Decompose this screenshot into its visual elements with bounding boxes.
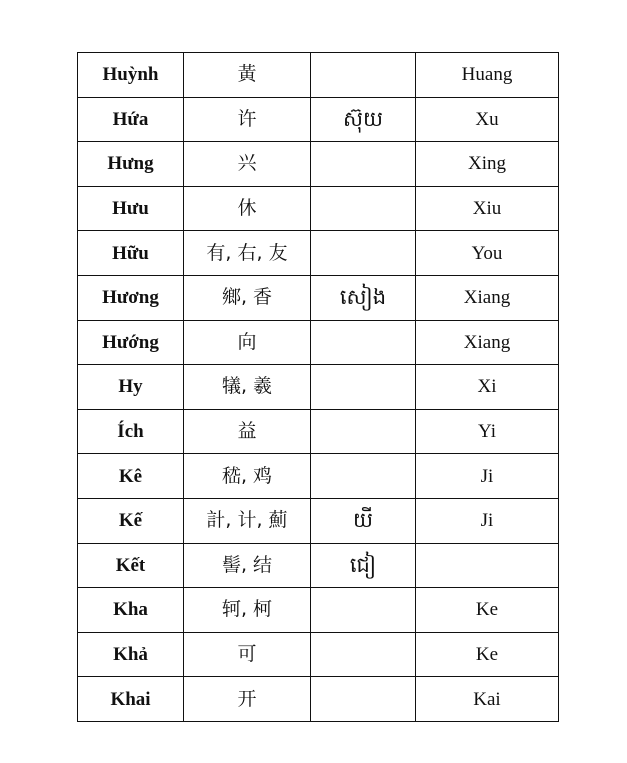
khmer-cell	[311, 632, 416, 677]
chinese-character-cell: 休	[184, 186, 311, 231]
pinyin-cell: Ke	[416, 588, 559, 633]
table-row	[78, 543, 559, 588]
chinese-character-cell: 轲, 柯	[184, 588, 311, 633]
surname-table-body	[78, 53, 559, 722]
pinyin-cell: Huang	[416, 53, 559, 98]
table-row	[78, 142, 559, 187]
vietnamese-name-cell: Kê	[78, 454, 184, 499]
vietnamese-name-cell: Hứa	[78, 97, 184, 142]
chinese-character-cell: 計, 计, 薊	[184, 498, 311, 543]
pinyin-cell: Xu	[416, 97, 559, 142]
khmer-cell	[311, 320, 416, 365]
khmer-cell	[311, 677, 416, 722]
khmer-cell: សៀង	[311, 275, 416, 320]
pinyin-cell: Xiang	[416, 320, 559, 365]
chinese-character-cell: 黃	[184, 53, 311, 98]
vietnamese-name-cell: Hy	[78, 365, 184, 410]
chinese-character-cell: 向	[184, 320, 311, 365]
pinyin-cell: You	[416, 231, 559, 276]
chinese-character-cell: 益	[184, 409, 311, 454]
table-row	[78, 588, 559, 633]
khmer-cell: ស៊ុយ	[311, 97, 416, 142]
vietnamese-name-cell: Kế	[78, 498, 184, 543]
table-row	[78, 409, 559, 454]
pinyin-cell: Ke	[416, 632, 559, 677]
khmer-cell	[311, 454, 416, 499]
chinese-character-cell: 有, 右, 友	[184, 231, 311, 276]
table-row	[78, 498, 559, 543]
pinyin-cell	[416, 543, 559, 588]
table-row	[78, 677, 559, 722]
table-row	[78, 632, 559, 677]
khmer-cell	[311, 365, 416, 410]
vietnamese-name-cell: Kha	[78, 588, 184, 633]
table-row	[78, 454, 559, 499]
table-row	[78, 275, 559, 320]
surname-table	[77, 52, 559, 722]
vietnamese-name-cell: Khả	[78, 632, 184, 677]
vietnamese-name-cell: Khai	[78, 677, 184, 722]
khmer-cell	[311, 142, 416, 187]
chinese-character-cell: 开	[184, 677, 311, 722]
khmer-cell: យី	[311, 498, 416, 543]
pinyin-cell: Xiang	[416, 275, 559, 320]
pinyin-cell: Kai	[416, 677, 559, 722]
chinese-character-cell: 可	[184, 632, 311, 677]
khmer-cell	[311, 186, 416, 231]
vietnamese-name-cell: Hướng	[78, 320, 184, 365]
vietnamese-name-cell: Hưu	[78, 186, 184, 231]
pinyin-cell: Xiu	[416, 186, 559, 231]
table-row	[78, 320, 559, 365]
chinese-character-cell: 嵇, 鸡	[184, 454, 311, 499]
khmer-cell	[311, 53, 416, 98]
chinese-character-cell: 髻, 结	[184, 543, 311, 588]
table-row	[78, 365, 559, 410]
chinese-character-cell: 鄉, 香	[184, 275, 311, 320]
pinyin-cell: Ji	[416, 498, 559, 543]
khmer-cell	[311, 231, 416, 276]
table-row	[78, 231, 559, 276]
chinese-character-cell: 兴	[184, 142, 311, 187]
khmer-cell	[311, 409, 416, 454]
pinyin-cell: Xi	[416, 365, 559, 410]
vietnamese-name-cell: Ích	[78, 409, 184, 454]
table-row	[78, 53, 559, 98]
khmer-cell: ជៀ	[311, 543, 416, 588]
vietnamese-name-cell: Huỳnh	[78, 53, 184, 98]
table-row	[78, 97, 559, 142]
vietnamese-name-cell: Hữu	[78, 231, 184, 276]
vietnamese-name-cell: Hương	[78, 275, 184, 320]
khmer-cell	[311, 588, 416, 633]
pinyin-cell: Ji	[416, 454, 559, 499]
chinese-character-cell: 犠, 羲	[184, 365, 311, 410]
pinyin-cell: Yi	[416, 409, 559, 454]
vietnamese-name-cell: Kết	[78, 543, 184, 588]
table-row	[78, 186, 559, 231]
chinese-character-cell: 许	[184, 97, 311, 142]
pinyin-cell: Xing	[416, 142, 559, 187]
vietnamese-name-cell: Hưng	[78, 142, 184, 187]
